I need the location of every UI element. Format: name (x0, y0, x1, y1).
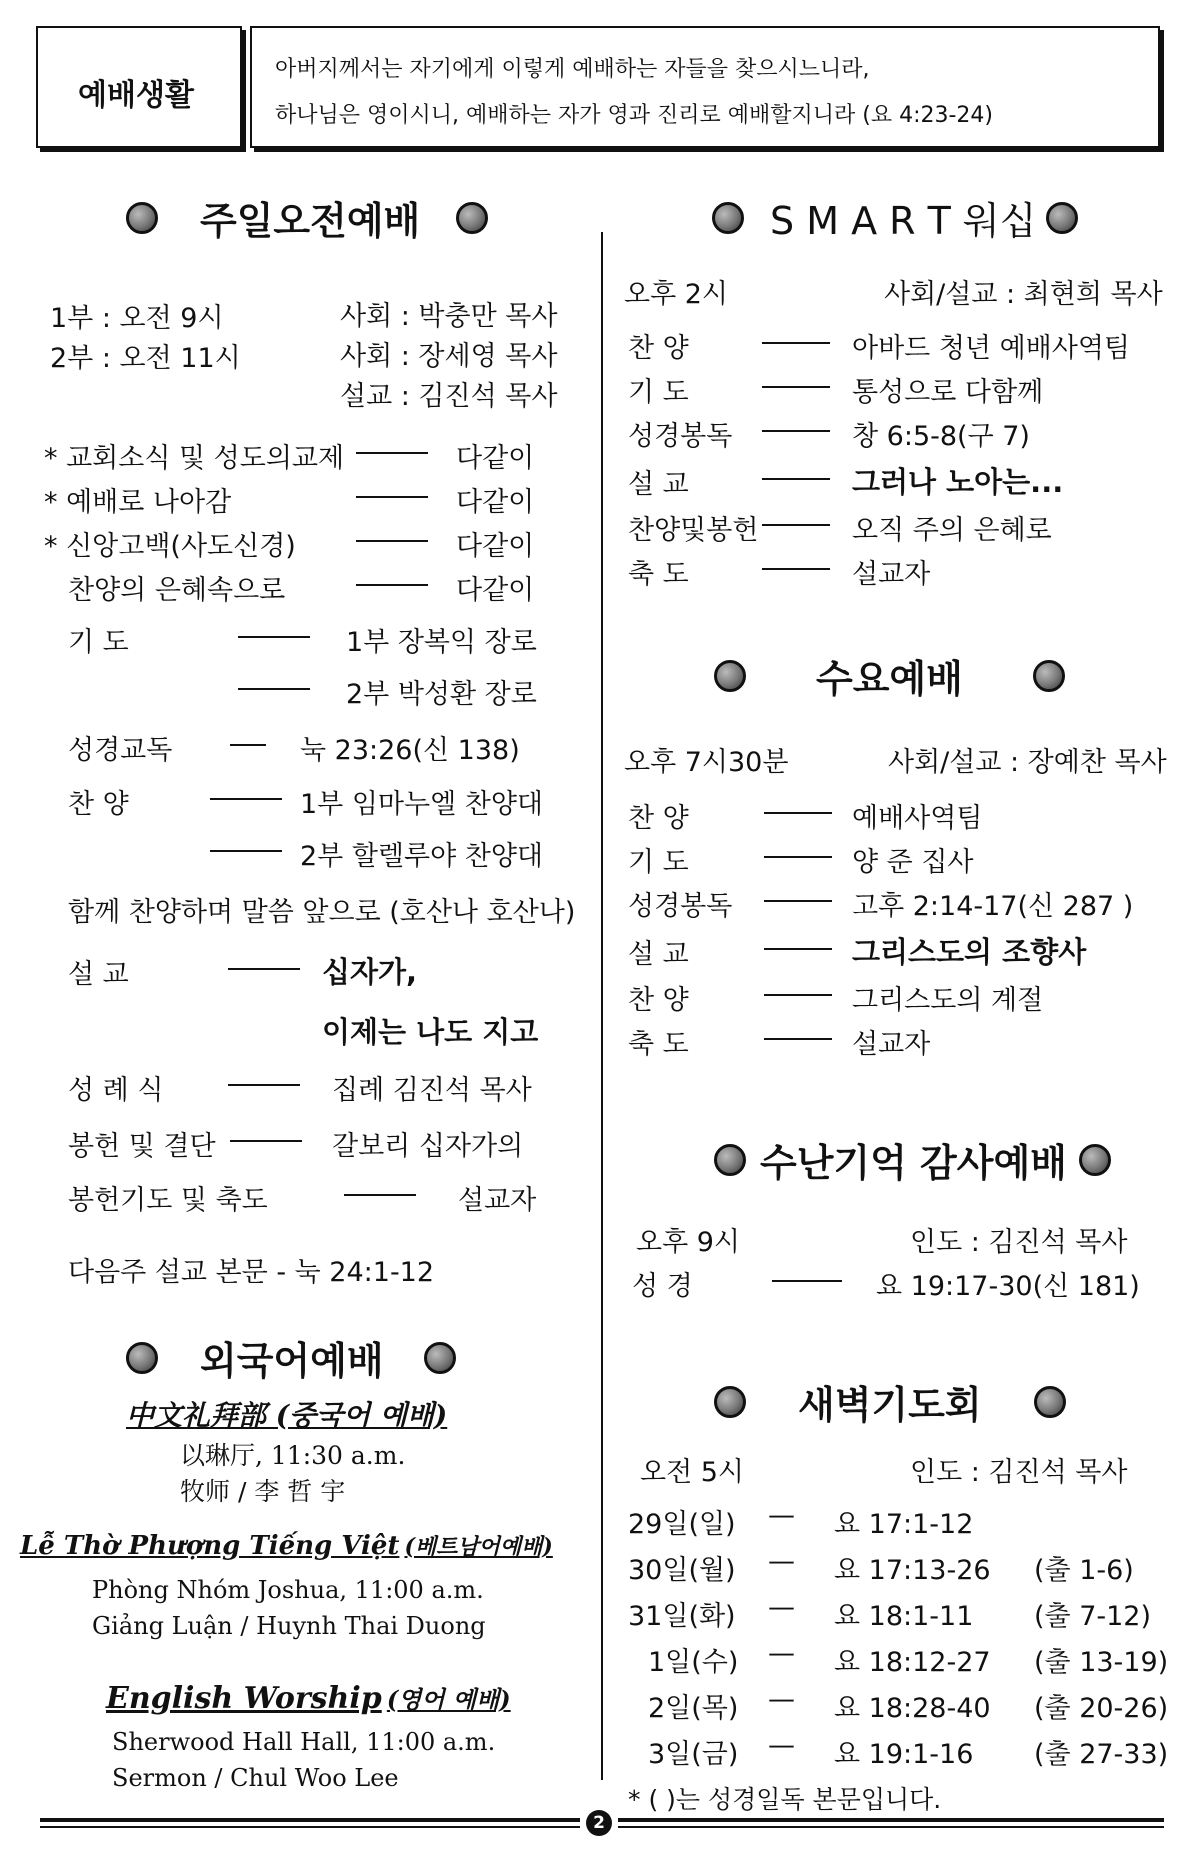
english-service-title: English Worship (106, 1681, 382, 1716)
praise-2: 2부 할렐루야 찬양대 (300, 841, 543, 872)
vietnamese-service-sub: (베트남어예배) (404, 1534, 553, 1560)
dash-line (762, 478, 830, 480)
bullet-ball-icon (1079, 1144, 1111, 1176)
dawn-dash: — (768, 1730, 795, 1761)
wed-item-value: 설교자 (852, 1029, 931, 1060)
wed-item-label: 성경봉독 (628, 891, 733, 922)
smart-item-value: 창 6:5-8(구 7) (852, 421, 1030, 452)
dash-line (764, 856, 832, 858)
dash-line (228, 968, 300, 970)
bullet-ball-icon (714, 660, 746, 692)
dawn-passage: 요 17:1-12 (834, 1509, 974, 1540)
foreign-heading (126, 1330, 456, 1385)
service1-time: 1부 : 오전 9시 (50, 303, 224, 334)
dash-line (764, 1038, 832, 1040)
order-item-label: 찬양의 은혜속으로 (68, 575, 286, 606)
dash-line (762, 430, 830, 432)
dash-line (762, 342, 830, 344)
dawn-passage: 요 18:28-40 (834, 1693, 991, 1724)
dawn-heading (714, 1374, 1066, 1429)
bullet-ball-icon (1046, 202, 1078, 234)
dawn-passage: 요 17:13-26 (834, 1555, 991, 1586)
sunday-heading (126, 190, 488, 245)
service1-host: 사회 : 박충만 목사 (340, 301, 558, 332)
smart-sermon-title: 그러나 노아는... (852, 465, 1064, 499)
dawn-daily: (출 13-19) (1034, 1647, 1169, 1678)
bullet-ball-icon (712, 202, 744, 234)
service2-host: 사회 : 장세영 목사 (340, 341, 558, 372)
dawn-dash: — (768, 1638, 795, 1669)
dawn-passage: 요 19:1-16 (834, 1739, 974, 1770)
dash-line (764, 812, 832, 814)
column-divider (601, 232, 603, 1780)
dash-line (772, 1280, 842, 1282)
dawn-day: 3일(금) (648, 1739, 739, 1770)
dash-line (762, 568, 830, 570)
service2-time: 2부 : 오전 11시 (50, 343, 241, 374)
sunday-title: 주일오전예배 (200, 199, 421, 243)
vietnamese-service-title: Lễ Thờ Phượng Tiếng Việt (20, 1531, 400, 1561)
dash-line (764, 900, 832, 902)
wed-item-value: 예배사역팀 (852, 803, 983, 834)
wed-item-label: 설 교 (628, 939, 689, 970)
wed-item-label: 기 도 (628, 847, 689, 878)
wed-item-value: 그리스도의 계절 (852, 985, 1044, 1016)
dawn-day: 29일(일) (628, 1509, 736, 1540)
dawn-dash: — (768, 1684, 795, 1715)
dawn-passage: 요 18:1-11 (834, 1601, 974, 1632)
smart-host: 사회/설교 : 최현희 목사 (884, 279, 1163, 310)
dash-line (230, 1140, 302, 1142)
offering-prayer-label: 봉헌기도 및 축도 (68, 1185, 268, 1216)
offering-value: 갈보리 십자가의 (332, 1131, 524, 1162)
dawn-day: 30일(월) (628, 1555, 736, 1586)
wed-item-value: 양 준 집사 (852, 847, 974, 878)
vietnamese-service-line1: Phòng Nhóm Joshua, 11:00 a.m. (92, 1576, 484, 1604)
chinese-service-line2: 牧师 / 李 哲 宇 (180, 1477, 346, 1506)
sermon-label: 설 교 (68, 959, 129, 990)
passion-time: 오후 9시 (636, 1227, 741, 1258)
dash-line (210, 798, 282, 800)
dawn-leader: 인도 : 김진석 목사 (910, 1457, 1128, 1488)
dash-line (762, 386, 830, 388)
prayer-1: 1부 장복익 장로 (346, 627, 537, 658)
sermon-title-2: 이제는 나도 지고 (322, 1015, 539, 1049)
dash-line (356, 584, 428, 586)
dash-line (238, 636, 310, 638)
dawn-dash: — (768, 1546, 795, 1577)
english-service-line2: Sermon / Chul Woo Lee (112, 1764, 399, 1792)
dawn-daily: (출 27-33) (1034, 1739, 1169, 1770)
communion-label: 성 례 식 (68, 1075, 164, 1106)
dash-line (764, 948, 832, 950)
smart-item-label: 성경봉독 (628, 421, 733, 452)
dawn-passage: 요 18:12-27 (834, 1647, 991, 1678)
passion-leader: 인도 : 김진석 목사 (910, 1227, 1128, 1258)
dash-line (356, 496, 428, 498)
order-item-value: 다같이 (456, 575, 535, 606)
dawn-daily: (출 7-12) (1034, 1601, 1152, 1632)
passion-title: 수난기억 감사예배 (760, 1141, 1067, 1185)
english-service-sub: (영어 예배) (386, 1685, 511, 1714)
dash-line (238, 688, 310, 690)
dawn-time: 오전 5시 (640, 1457, 745, 1488)
offering-prayer-value: 설교자 (458, 1185, 537, 1216)
passion-scripture-label: 성 경 (632, 1271, 693, 1302)
smart-item-value: 통성으로 다함께 (852, 377, 1044, 408)
praise-together: 함께 찬양하며 말씀 앞으로 (호산나 호산나) (68, 897, 576, 928)
section-label: 예배생활 (78, 78, 194, 113)
bullet-ball-icon (714, 1144, 746, 1176)
wed-sermon-title: 그리스도의 조향사 (852, 935, 1087, 969)
order-item-label: * 예배로 나아감 (44, 487, 232, 518)
vietnamese-service-line2: Giảng Luận / Huynh Thai Duong (92, 1612, 486, 1640)
wednesday-host: 사회/설교 : 장예찬 목사 (888, 747, 1167, 778)
header-verse-box (250, 26, 1160, 148)
order-item-label: * 교회소식 및 성도의교제 (44, 443, 345, 474)
dash-line (210, 850, 282, 852)
praise-label: 찬 양 (68, 789, 129, 820)
reading-label: 성경교독 (68, 735, 173, 766)
bullet-ball-icon (424, 1342, 456, 1374)
foreign-title: 외국어예배 (200, 1339, 384, 1383)
dash-line (230, 744, 266, 746)
dash-line (228, 1084, 300, 1086)
smart-item-label: 설 교 (628, 469, 689, 500)
dash-line (762, 524, 830, 526)
smart-heading (712, 190, 1078, 245)
order-item-value: 다같이 (456, 487, 535, 518)
order-item-value: 다같이 (456, 443, 535, 474)
footer-rule-left-thin (40, 1826, 580, 1828)
wed-item-label: 축 도 (628, 1029, 689, 1060)
dawn-daily: (출 20-26) (1034, 1693, 1169, 1724)
passion-heading (714, 1132, 1111, 1187)
praise-1: 1부 임마누엘 찬양대 (300, 789, 543, 820)
order-item-value: 다같이 (456, 531, 535, 562)
dawn-day: 1일(수) (648, 1647, 739, 1678)
vietnamese-service-heading (20, 1530, 553, 1561)
dash-line (356, 540, 428, 542)
dawn-day: 31일(화) (628, 1601, 736, 1632)
wednesday-title: 수요예배 (816, 657, 963, 701)
verse-line-1: 아버지께서는 자기에게 이렇게 예배하는 자들을 찾으시느니라, (275, 57, 870, 82)
dawn-title: 새벽기도회 (798, 1383, 982, 1427)
dawn-dash: — (768, 1500, 795, 1531)
smart-item-label: 찬 양 (628, 333, 689, 364)
page-number: 2 (586, 1810, 612, 1836)
communion-value: 집례 김진석 목사 (332, 1075, 532, 1106)
sermon-title-1: 십자가, (322, 955, 418, 989)
bullet-ball-icon (456, 202, 488, 234)
smart-item-label: 기 도 (628, 377, 689, 408)
smart-item-label: 축 도 (628, 559, 689, 590)
dawn-note: * ( )는 성경일독 본문입니다. (628, 1785, 942, 1814)
wednesday-heading (714, 648, 1065, 703)
smart-item-value: 아바드 청년 예배사역팀 (852, 333, 1130, 364)
smart-item-value: 오직 주의 은혜로 (852, 515, 1052, 546)
next-week-text: 다음주 설교 본문 - 눅 24:1-12 (68, 1257, 435, 1288)
bullet-ball-icon (126, 202, 158, 234)
wed-item-label: 찬 양 (628, 985, 689, 1016)
order-item-label: * 신앙고백(사도신경) (44, 531, 296, 562)
footer-rule-left (40, 1818, 580, 1822)
wed-item-value: 고후 2:14-17(신 287 ) (852, 891, 1134, 922)
bullet-ball-icon (1033, 660, 1065, 692)
dash-line (764, 994, 832, 996)
prayer-label: 기 도 (68, 627, 129, 658)
smart-item-value: 설교자 (852, 559, 931, 590)
bullet-ball-icon (126, 1342, 158, 1374)
verse-line-2: 하나님은 영이시니, 예배하는 자가 영과 진리로 예배할지니라 (요 4:23-24) (275, 103, 993, 128)
offering-label: 봉헌 및 결단 (68, 1131, 216, 1162)
footer-rule-right-thin (618, 1826, 1164, 1828)
dawn-dash: — (768, 1592, 795, 1623)
dash-line (356, 452, 428, 454)
bullet-ball-icon (714, 1386, 746, 1418)
english-service-line1: Sherwood Hall Hall, 11:00 a.m. (112, 1728, 496, 1756)
dash-line (344, 1194, 416, 1196)
smart-item-label: 찬양및봉헌 (628, 515, 759, 546)
english-service-heading (106, 1680, 511, 1716)
smart-title: S M A R T 워십 (770, 199, 1037, 243)
smart-time: 오후 2시 (624, 279, 729, 310)
passion-scripture-value: 요 19:17-30(신 181) (876, 1271, 1140, 1302)
footer-rule-right (618, 1818, 1164, 1822)
wednesday-time: 오후 7시30분 (624, 747, 789, 778)
prayer-2: 2부 박성환 장로 (346, 679, 537, 710)
wed-item-label: 찬 양 (628, 803, 689, 834)
chinese-service-title: 中文礼拜部 (중국어 예배) (126, 1399, 448, 1432)
preacher: 설교 : 김진석 목사 (340, 381, 558, 412)
bullet-ball-icon (1034, 1386, 1066, 1418)
dawn-day: 2일(목) (648, 1693, 739, 1724)
chinese-service-line1: 以琳厅, 11:30 a.m. (180, 1441, 406, 1470)
reading-value: 눅 23:26(신 138) (300, 735, 520, 766)
dawn-daily: (출 1-6) (1034, 1555, 1134, 1586)
